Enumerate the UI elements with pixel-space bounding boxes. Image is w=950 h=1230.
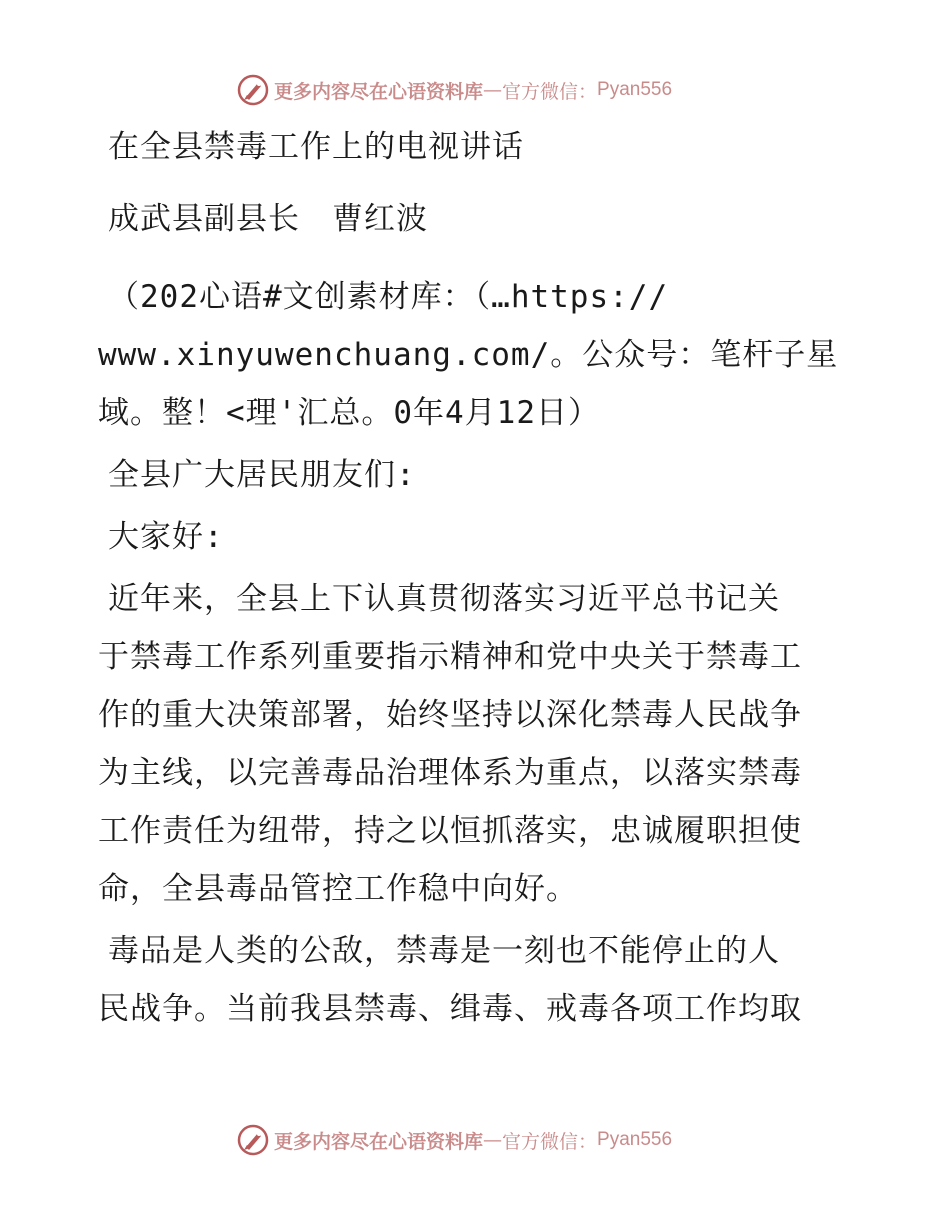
greeting: 全县广大居民朋友们: xyxy=(108,457,416,493)
doc-author: 成武县副县长 曹红波 xyxy=(108,201,428,237)
note-line: （202心语#文创素材库：（…https:// xyxy=(108,279,669,315)
pen-nib-logo-icon xyxy=(236,73,270,107)
doc-body xyxy=(98,268,850,1038)
source-note xyxy=(98,268,850,442)
note-line: www.xinyuwenchuang.com/。公众号：笔杆子星 xyxy=(98,337,839,373)
banner-separator: — xyxy=(483,79,503,101)
doc-title: 在全县禁毒工作上的电视讲话 xyxy=(108,129,524,165)
para-line: 毒品是人类的公敌，禁毒是一刻也不能停止的人 xyxy=(108,933,780,969)
footer-banner xyxy=(236,1122,672,1158)
banner-main-text: 更多内容尽在心语资料库 xyxy=(274,1130,484,1153)
paragraph-1 xyxy=(98,570,850,918)
header-banner xyxy=(236,72,672,108)
pen-nib-logo-icon xyxy=(236,1123,270,1157)
para-line: 民战争。当前我县禁毒、缉毒、戒毒各项工作均取 xyxy=(98,991,802,1027)
paragraph-2 xyxy=(98,922,850,1038)
para-line: 命，全县毒品管控工作稳中向好。 xyxy=(98,871,578,907)
banner-wechat-id: Pyan556 xyxy=(597,1129,673,1150)
para-line: 作的重大决策部署，始终坚持以深化禁毒人民战争 xyxy=(98,697,802,733)
banner-wechat-id: Pyan556 xyxy=(597,79,673,100)
note-line: 域。整！<理'汇总。0年4月12日） xyxy=(98,395,600,431)
banner-separator: — xyxy=(483,1129,503,1151)
para-line: 为主线，以完善毒品治理体系为重点，以落实禁毒 xyxy=(98,755,802,791)
hello: 大家好: xyxy=(108,519,224,555)
para-line: 于禁毒工作系列重要指示精神和党中央关于禁毒工 xyxy=(98,639,802,675)
para-line: 近年来，全县上下认真贯彻落实习近平总书记关 xyxy=(108,581,780,617)
para-line: 工作责任为纽带，持之以恒抓落实，忠诚履职担使 xyxy=(98,813,802,849)
banner-main-text: 更多内容尽在心语资料库 xyxy=(274,80,484,103)
banner-wechat-label: 官方微信： xyxy=(502,1130,598,1153)
banner-wechat-label: 官方微信： xyxy=(502,80,598,103)
